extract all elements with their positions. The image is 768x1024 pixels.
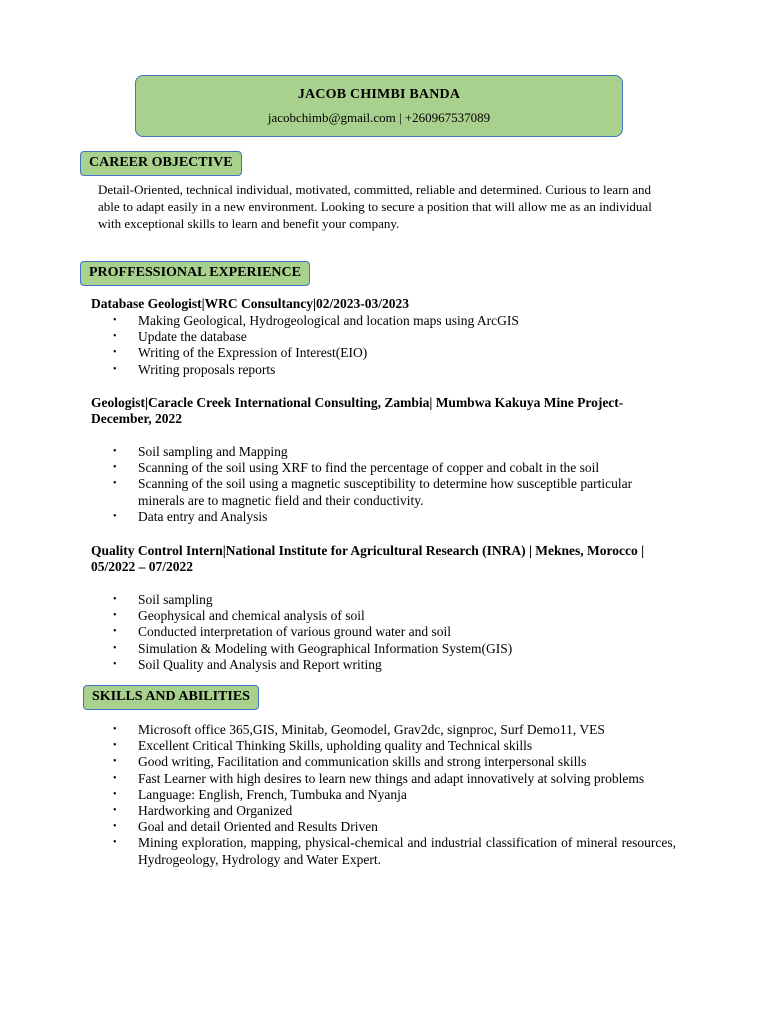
candidate-name: JACOB CHIMBI BANDA (297, 87, 461, 102)
list-item: • Writing proposals reports (113, 361, 276, 377)
bullet-icon: • (113, 610, 117, 622)
job-1-duties (113, 313, 676, 378)
bullet-icon: • (113, 478, 117, 490)
list-item: • Soil sampling and Mapping (113, 444, 288, 459)
list-item: • Scanning of the soil using a magnetic susceptibility to determine how susceptible particular minerals are to magnetic field and their conductivity. (113, 476, 633, 508)
bullet-icon: • (113, 594, 117, 605)
bullet-icon: • (113, 462, 117, 474)
job-title-1: Database Geologist|WRC Consultancy|02/2023-03/2023 (91, 296, 409, 311)
list-item: • Soil sampling (113, 592, 213, 607)
bullet-icon: • (113, 756, 117, 768)
list-item: • Goal and detail Oriented and Results Driven (113, 819, 378, 835)
job-title-2: Geologist|Caracle Creek International Consulting, Zambia| Mumbwa Kakuya Mine Project-December, 2022 (91, 395, 624, 426)
bullet-icon: • (113, 315, 117, 326)
list-item: • Good writing, Facilitation and communication skills and strong interpersonal skills (113, 754, 587, 770)
header-box (135, 75, 623, 137)
bullet-icon: • (113, 642, 117, 654)
job-title-3: Quality Control Intern|National Institute for Agricultural Research (INRA) | Meknes, Morocco | 05/2022 – 07/2022 (91, 543, 645, 574)
section-career-objective: CAREER OBJECTIVE (80, 151, 242, 176)
bullet-icon: • (113, 363, 117, 375)
list-item: • Excellent Critical Thinking Skills, upholding quality and Technical skills (113, 738, 533, 754)
bullet-icon: • (113, 446, 117, 457)
list-item: • Writing of the Expression of Interest(EIO) (113, 345, 368, 361)
bullet-icon: • (113, 724, 117, 735)
contact-info: jacobchimb@gmail.com | +260967537089 (267, 110, 491, 125)
job-2-duties (113, 444, 676, 525)
job-3-duties (113, 592, 676, 673)
list-item: • Geophysical and chemical analysis of soil (113, 608, 365, 624)
section-professional-experience: PROFFESSIONAL EXPERIENCE (80, 261, 310, 286)
bullet-icon: • (113, 658, 117, 670)
bullet-icon: • (113, 837, 117, 849)
list-item: • Fast Learner with high desires to learn new things and adapt innovatively at solving problems (113, 770, 645, 786)
career-objective-text: Detail-Oriented, technical individual, motivated, committed, reliable and determined. Curious to learn and able to adapt easily in a new environment. Looking to secure a position that will allow me as an individual with exceptional skills to learn and benefit your company. (98, 182, 652, 231)
list-item: • Soil Quality and Analysis and Report writing (113, 656, 382, 672)
list-item: • Data entry and Analysis (113, 508, 268, 524)
list-item: • Language: English, French, Tumbuka and Nyanja (113, 786, 407, 802)
section-skills-abilities: SKILLS AND ABILITIES (83, 685, 259, 710)
bullet-icon: • (113, 510, 117, 522)
skills-list (113, 722, 676, 868)
list-item: • Mining exploration, mapping, physical-chemical and industrial classification of mineral resources, Hydrogeology, Hydrology and Water Expert. (113, 835, 676, 867)
bullet-icon: • (113, 788, 117, 800)
bullet-icon: • (113, 331, 117, 343)
bullet-icon: • (113, 821, 117, 833)
bullet-icon: • (113, 805, 117, 817)
list-item: • Conducted interpretation of various ground water and soil (113, 624, 452, 640)
list-item: • Hardworking and Organized (113, 803, 293, 819)
bullet-icon: • (113, 347, 117, 359)
bullet-icon: • (113, 740, 117, 752)
list-item: • Scanning of the soil using XRF to find the percentage of copper and cobalt in the soil (113, 460, 600, 476)
list-item: • Making Geological, Hydrogeological and location maps using ArcGIS (113, 313, 519, 328)
list-item: • Microsoft office 365,GIS, Minitab, Geomodel, Grav2dc, signproc, Surf Demo11, VES (113, 722, 605, 737)
list-item: • Simulation & Modeling with Geographical Information System(GIS) (113, 640, 513, 656)
bullet-icon: • (113, 626, 117, 638)
bullet-icon: • (113, 772, 117, 784)
list-item: • Update the database (113, 329, 247, 345)
